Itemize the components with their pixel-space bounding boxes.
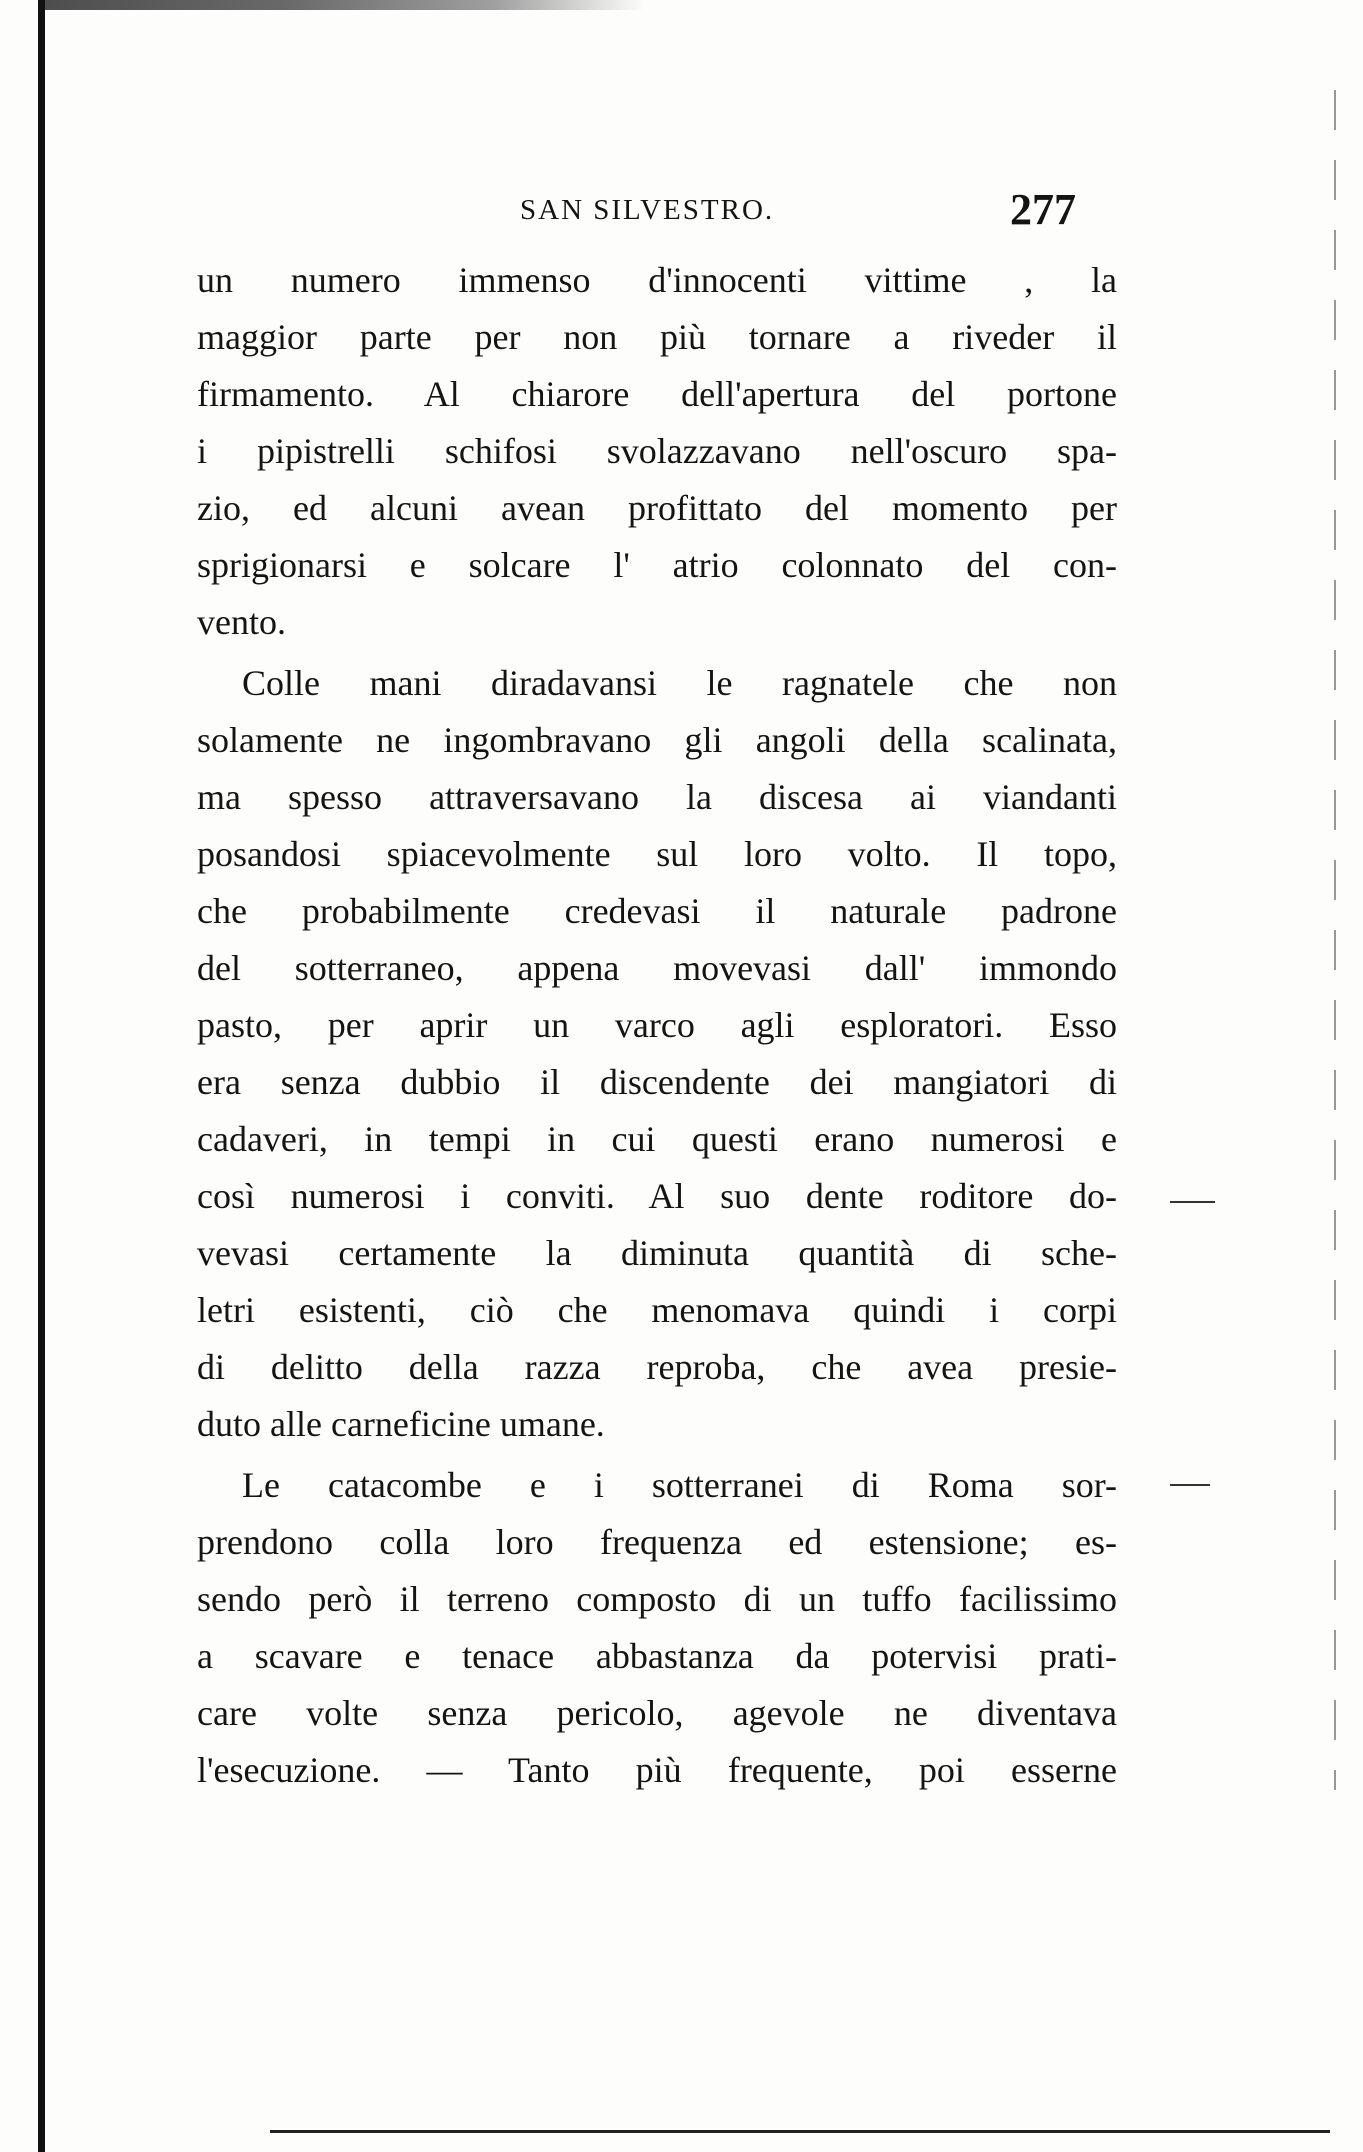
text-line: vento. (197, 602, 286, 642)
paragraph (197, 655, 1117, 1453)
text-line: che probabilmente credevasi il naturale padrone (197, 891, 1117, 931)
text-line: letri esistenti, ciò che menomava quindi i corpi (197, 1290, 1117, 1330)
text-line: un numero immenso d'innocenti vittime , la (197, 260, 1117, 300)
paragraph (197, 1457, 1117, 1799)
text-line: zio, ed alcuni avean profittato del momento per (197, 488, 1117, 528)
text-line: prendono colla loro frequenza ed estensione; es- (197, 1522, 1117, 1562)
text-line: del sotterraneo, appena movevasi dall' immondo (197, 948, 1117, 988)
text-line: sendo però il terreno composto di un tuffo facilissimo (197, 1579, 1117, 1619)
text-line: sprigionarsi e solcare l' atrio colonnato del con- (197, 545, 1117, 585)
text-line: posandosi spiacevolmente sul loro volto. Il topo, (197, 834, 1117, 874)
text-line: di delitto della razza reproba, che avea presie- (197, 1347, 1117, 1387)
text-line: cadaveri, in tempi in cui questi erano numerosi e (197, 1119, 1117, 1159)
text-line: care volte senza pericolo, agevole ne diventava (197, 1693, 1117, 1733)
running-head: SAN SILVESTRO. (520, 194, 775, 226)
body-text (197, 252, 1117, 1799)
margin-mark (1170, 1484, 1210, 1486)
paragraph (197, 252, 1117, 651)
text-line: solamente ne ingombravano gli angoli della scalinata, (197, 720, 1117, 760)
text-line: maggior parte per non più tornare a riveder il (197, 317, 1117, 357)
text-line: duto alle carneficine umane. (197, 1404, 605, 1444)
text-line: i pipistrelli schifosi svolazzavano nell'oscuro spa- (197, 431, 1117, 471)
text-line: vevasi certamente la diminuta quantità di sche- (197, 1233, 1117, 1273)
text-line: Colle mani diradavansi le ragnatele che non (242, 663, 1117, 703)
scan-edge-top (45, 0, 645, 10)
text-line: Le catacombe e i sotterranei di Roma sor- (242, 1465, 1117, 1505)
text-line: l'esecuzione. — Tanto più frequente, poi esserne (197, 1750, 1117, 1790)
text-line: così numerosi i conviti. Al suo dente roditore do- (197, 1176, 1117, 1216)
text-line: pasto, per aprir un varco agli esploratori. Esso (197, 1005, 1117, 1045)
text-line: ma spesso attraversavano la discesa ai viandanti (197, 777, 1117, 817)
text-line: a scavare e tenace abbastanza da potervisi prati- (197, 1636, 1117, 1676)
scan-edge-left (38, 0, 45, 2152)
scan-edge-bottom (270, 2130, 1330, 2133)
margin-mark (1170, 1201, 1215, 1203)
page-header (195, 185, 1115, 234)
text-line: firmamento. Al chiarore dell'apertura del portone (197, 374, 1117, 414)
scan-edge-right (1334, 90, 1336, 1790)
page-number: 277 (1010, 185, 1076, 234)
text-line: era senza dubbio il discendente dei mangiatori di (197, 1062, 1117, 1102)
